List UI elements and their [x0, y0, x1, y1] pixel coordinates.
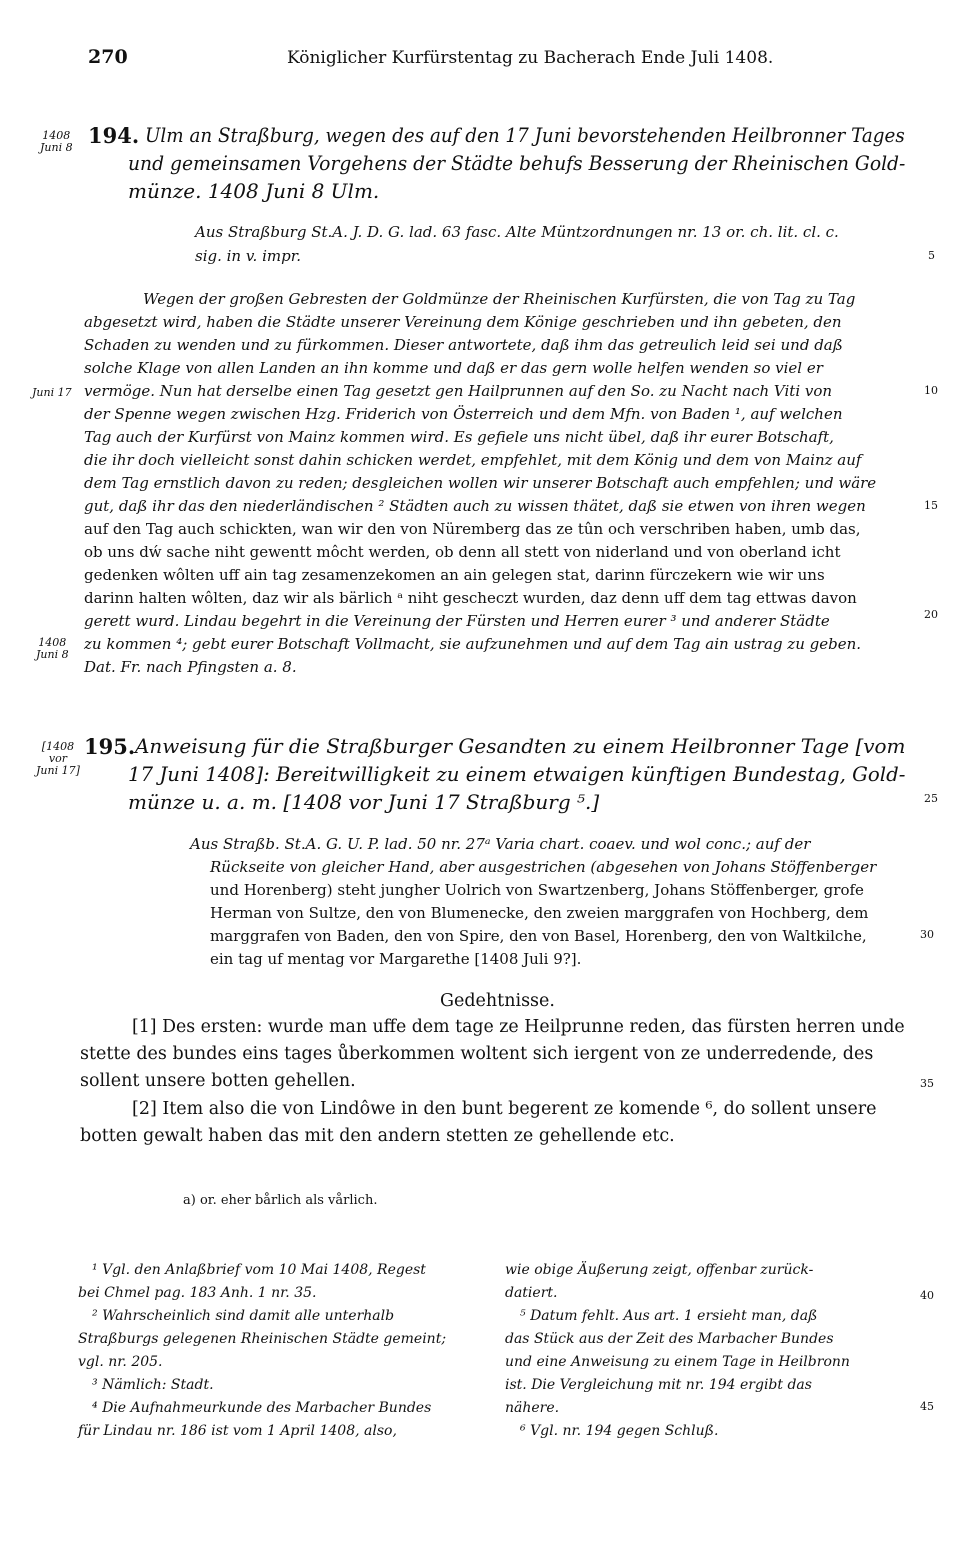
regest-line: ob uns dẃ sache niht gewentt môcht werden, ob denn all stett von niderland und von oberland icht — [84, 543, 841, 561]
regest-line: Wegen der großen Gebresten der Goldmünze der Rheinischen Kurfürsten, die von Tag zu Tag — [143, 290, 856, 308]
source-line: und Horenberg) steht jungher Uolrich von Swartzenberg, Johans Stöffenberger, grofe — [210, 881, 864, 899]
body-line: [2] Item also die von Lindôwe in den bunt begerent ze komende ⁶, do sollent unsere — [132, 1099, 877, 1119]
source-line: Rückseite von gleicher Hand, aber ausgestrichen (abgesehen von Johans Stöffenberger — [210, 858, 877, 876]
line-number: 20 — [924, 608, 938, 621]
footnote-line: und eine Anweisung zu einem Tage in Heilbronn — [505, 1354, 850, 1370]
body-line: sollent unsere botten gehellen. — [80, 1071, 356, 1091]
regest-line: darinn halten wôlten, daz wir als bärlich ᵃ niht gescheczt wurden, daz denn uff dem tag ettwas davon — [84, 589, 857, 607]
regest-line: zu kommen ⁴; gebt eurer Botschaft Vollmacht, sie aufzunehmen und auf dem Tag ain ustrag zu geben. — [84, 635, 862, 653]
margin-year: [1408 — [41, 740, 75, 753]
line-number: 30 — [920, 928, 934, 941]
doc-title-194-line1: Ulm an Straßburg, wegen des auf den 17 Juni bevorstehenden Heilbronner Tages — [145, 123, 905, 147]
footnote-line: Straßburgs gelegenen Rheinischen Städte gemeint; — [78, 1331, 447, 1347]
regest-line: gerett wurd. Lindau begehrt in die Vereinung der Fürsten und Herren eurer ³ und anderer Städte — [84, 612, 830, 630]
footnote-line: ¹ Vgl. den Anlaßbrief vom 10 Mai 1408, Regest — [92, 1262, 426, 1278]
regest-line: Dat. Fr. nach Pfingsten a. 8. — [84, 658, 297, 676]
regest-line: auf den Tag auch schickten, wan wir den von Nüremberg das ze tûn och verschriben haben, umb das, — [84, 520, 861, 538]
source-line: Herman von Sultze, den von Blumenecke, den zweien marggrafen von Hochberg, dem — [210, 904, 869, 922]
regest-line: vermöge. Nun hat derselbe einen Tag gesetzt gen Hailprunnen auf den So. zu Nacht nach Viti von — [84, 382, 833, 400]
doc-number-195: 195. — [84, 734, 136, 759]
source-line: Aus Straßb. St.A. G. U. P. lad. 50 nr. 27ᵃ Varia chart. coaev. und wol conc.; auf der — [190, 835, 811, 853]
footnote-line: ³ Nämlich: Stadt. — [92, 1377, 214, 1393]
body-line: botten gewalt haben das mit den andern stetten ze gehellende etc. — [80, 1126, 675, 1146]
regest-line: Schaden zu wenden und zu fürkommen. Dieser antwortete, daß ihm das getreulich leid sei und daß — [84, 336, 843, 354]
regest-line: abgesetzt wird, haben die Städte unserer Vereinung dem Könige geschrieben und ihn gebeten, den — [84, 313, 842, 331]
doc-title-195-line2: 17 Juni 1408]: Bereitwilligkeit zu einem etwaigen künftigen Bundestag, Gold- — [128, 762, 906, 786]
footnote-line: ⁴ Die Aufnahmeurkunde des Marbacher Bundes — [92, 1400, 432, 1416]
footnote-line: ⁵ Datum fehlt. Aus art. 1 ersieht man, daß — [520, 1308, 818, 1324]
doc-title-195-line1: Anweisung für die Straßburger Gesandten zu einem Heilbronner Tage [vom — [135, 734, 906, 758]
page-number: 270 — [88, 46, 128, 68]
line-number: 40 — [920, 1289, 934, 1302]
footnote-line: ist. Die Vergleichung mit nr. 194 ergibt das — [505, 1377, 812, 1393]
line-number: 10 — [924, 384, 938, 397]
regest-line: solche Klage von allen Landen an ihn komme und daß er das gern wolle helfen wenden so viel er — [84, 359, 823, 377]
line-number: 35 — [920, 1077, 934, 1090]
doc-title-195-line3: münze u. a. m. [1408 vor Juni 17 Straßburg ⁵.] — [128, 790, 600, 814]
footnote-line: ² Wahrscheinlich sind damit alle unterhalb — [92, 1308, 395, 1324]
source-194-line2: sig. in v. impr. — [195, 247, 302, 265]
margin-year: 1408 — [42, 129, 71, 142]
margin-end-date-194 — [36, 637, 69, 661]
footnote-line: vgl. nr. 205. — [78, 1354, 163, 1370]
line-number: 25 — [924, 792, 938, 805]
line-number: 45 — [920, 1400, 934, 1413]
doc-title-194-line3: münze. 1408 Juni 8 Ulm. — [128, 179, 380, 203]
margin-day: Juni 8 — [36, 648, 69, 661]
source-line: ein tag uf mentag vor Margarethe [1408 Juli 9?]. — [210, 950, 582, 968]
regest-line: gedenken wôlten uff ain tag zesamenzekomen an ain gelegen stat, darinn fürczekern wie wir uns — [84, 566, 825, 584]
footnote-line: nähere. — [505, 1400, 560, 1416]
regest-line: die ihr doch vielleicht sonst dahin schicken werdet, empfehlet, mit dem König und dem von Mainz auf — [84, 451, 862, 469]
line-number: 5 — [928, 249, 935, 262]
regest-line: gut, daß ihr das den niederländischen ² Städten auch zu wissen thätet, daß sie etwen von ihren wegen — [84, 497, 866, 515]
regest-line: dem Tag ernstlich davon zu reden; desgleichen wollen wir unserer Botschaft auch empfehlen; und wäre — [84, 474, 877, 492]
footnote-line: bei Chmel pag. 183 Anh. 1 nr. 35. — [78, 1285, 317, 1301]
regest-line: der Spenne wegen zwischen Hzg. Friderich von Österreich und dem Mfn. von Baden ¹, auf welchen — [84, 405, 843, 423]
margin-juni17: Juni 17 — [32, 386, 72, 399]
footnote-line: das Stück aus der Zeit des Marbacher Bundes — [505, 1331, 834, 1347]
source-194-line1: Aus Straßburg St.A. J. D. G. lad. 63 fasc. Alte Müntzordnungen nr. 13 or. ch. lit. cl. c. — [195, 223, 839, 241]
line-number: 15 — [924, 499, 938, 512]
doc-number-194: 194. — [88, 123, 140, 148]
margin-year: 1408 — [38, 636, 67, 649]
margin-day: Juni 17] — [36, 764, 80, 777]
body-line: [1] Des ersten: wurde man uffe dem tage ze Heilprunne reden, das fürsten herren unde — [132, 1017, 905, 1037]
regest-line: Tag auch der Kurfürst von Mainz kommen wird. Es gefiele uns nicht übel, daß ihr eurer Botschaft, — [84, 428, 834, 446]
margin-date-194 — [40, 130, 73, 154]
margin-day: Juni 8 — [40, 141, 73, 154]
footnote-line: für Lindau nr. 186 ist vom 1 April 1408, also, — [78, 1423, 397, 1439]
section-heading: Gedehtnisse. — [440, 991, 555, 1011]
margin-date-195 — [36, 741, 80, 777]
running-title: Königlicher Kurfürstentag zu Bacherach Ende Juli 1408. — [287, 48, 774, 68]
footnote-line: wie obige Äußerung zeigt, offenbar zurück- — [505, 1262, 814, 1278]
body-line: stette des bundes eins tages ůberkommen woltent sich iergent von ze underredende, des — [80, 1044, 874, 1064]
doc-title-194-line2: und gemeinsamen Vorgehens der Städte behufs Besserung der Rheinischen Gold- — [128, 151, 906, 175]
textual-note: a) or. eher bårlich als vårlich. — [183, 1193, 378, 1208]
footnote-line: datiert. — [505, 1285, 558, 1301]
margin-vor: vor — [48, 752, 67, 765]
source-line: marggrafen von Baden, den von Spire, den von Basel, Horenberg, den von Waltkilche, — [210, 927, 867, 945]
footnote-line: ⁶ Vgl. nr. 194 gegen Schluß. — [520, 1423, 719, 1439]
